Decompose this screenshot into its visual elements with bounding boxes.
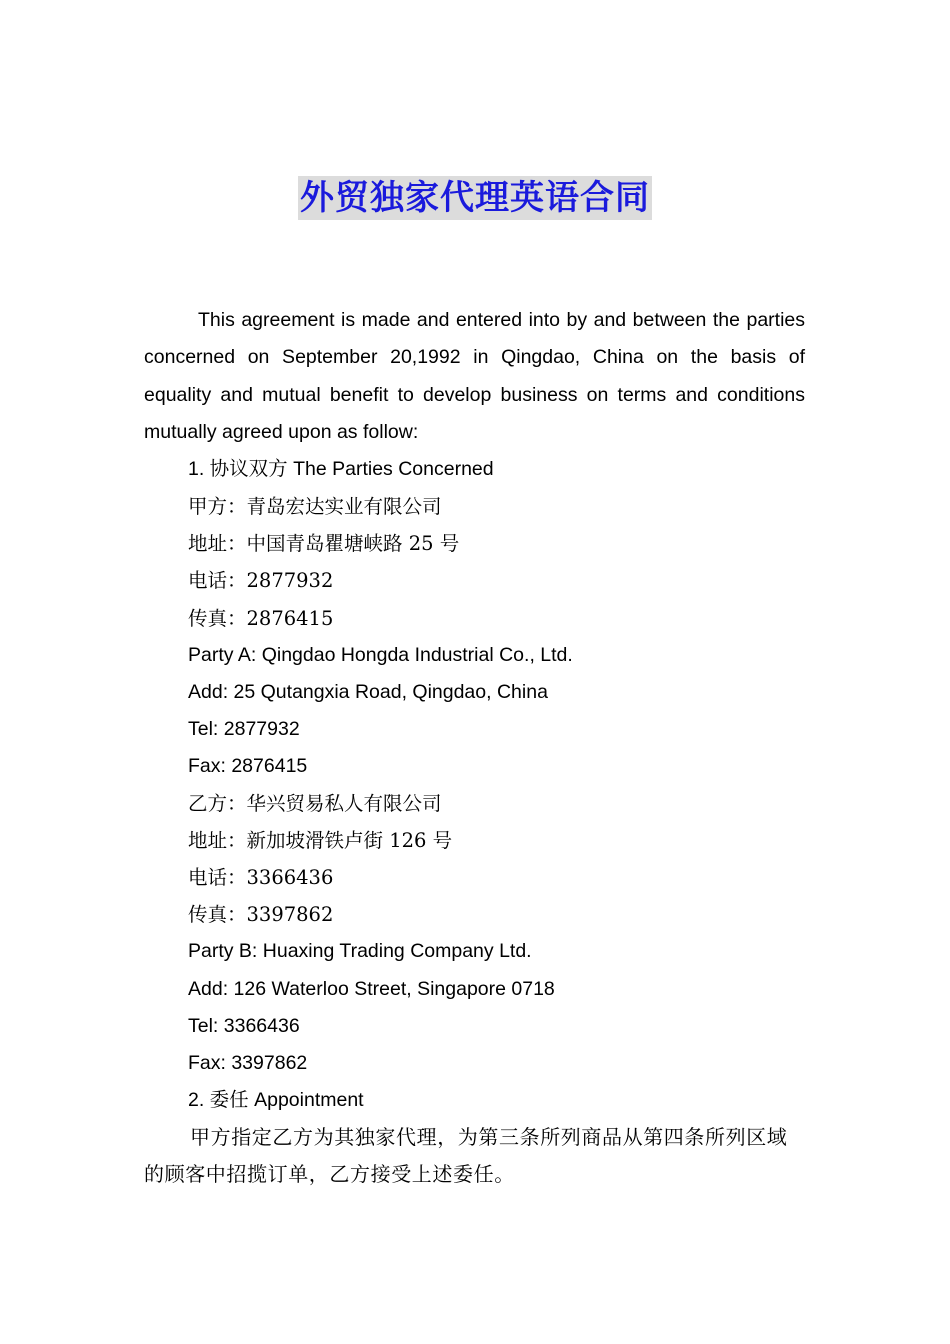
party-a-en-tel: Tel: 2877932 [188, 717, 300, 740]
section-1-heading: 1. 协议双方 The Parties Concerned [188, 458, 494, 481]
party-b-cn-address: 地址：新加坡滑铁卢街 126 号 [188, 829, 453, 853]
party-b-en-address: Add: 126 Waterloo Street, Singapore 0718 [188, 977, 555, 1000]
party-a-cn-tel: 电话：2877932 [188, 569, 334, 593]
party-a-cn-name: 甲方：青岛宏达实业有限公司 [188, 495, 442, 519]
party-a-en-fax: Fax: 2876415 [188, 754, 308, 777]
party-a-cn-address: 地址：中国青岛瞿塘峡路 25 号 [188, 532, 460, 556]
section-2-text: 甲方指定乙方为其独家代理，为第三条所列商品从第四条所列区域的顾客中招揽订单，乙方接受上述委任。 [144, 1124, 788, 1186]
intro-paragraph: This agreement is made and entered into by and between the parties concerned on September 20,1992 in Qingdao, China on the basis of equality and mutual benefit to develop business on terms and conditions mutually agreed upon as follow: [144, 309, 805, 443]
party-a-cn-fax: 传真：2876415 [188, 606, 334, 630]
document-body [144, 302, 805, 1193]
section-2-heading: 2. 委任 Appointment [188, 1088, 364, 1111]
party-b-cn-tel: 电话：3366436 [188, 866, 334, 890]
party-a-en-address: Add: 25 Qutangxia Road, Qingdao, China [188, 680, 548, 703]
party-a-en-name: Party A: Qingdao Hongda Industrial Co., Ltd. [188, 643, 573, 666]
title-container [0, 176, 950, 220]
document-title: 外贸独家代理英语合同 [300, 178, 650, 218]
party-b-cn-fax: 传真：3397862 [188, 903, 334, 927]
party-b-en-fax: Fax: 3397862 [188, 1051, 308, 1074]
party-b-cn-name: 乙方：华兴贸易私人有限公司 [188, 792, 442, 816]
party-b-en-tel: Tel: 3366436 [188, 1014, 300, 1037]
party-b-en-name: Party B: Huaxing Trading Company Ltd. [188, 940, 532, 963]
